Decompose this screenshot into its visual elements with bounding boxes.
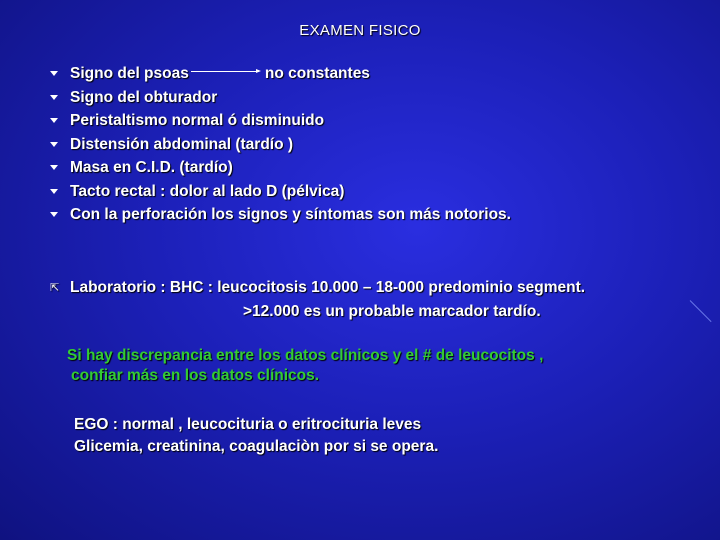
arrow-up-left-icon: ⇱ bbox=[50, 282, 60, 294]
triangle-down-icon bbox=[50, 212, 58, 217]
list-item-text: Signo del psoas bbox=[70, 65, 189, 82]
list-item bbox=[50, 86, 511, 110]
extra-tests bbox=[74, 414, 438, 458]
triangle-down-icon bbox=[50, 165, 58, 170]
list-item-text: Masa en C.I.D. (tardío) bbox=[70, 159, 233, 176]
list-item-text: Peristaltismo normal ó disminuido bbox=[70, 112, 325, 129]
list-item-text: Distensión abdominal (tardío ) bbox=[70, 135, 294, 153]
bullet-list bbox=[50, 62, 511, 227]
clinical-note-line-1: Si hay discrepancia entre los datos clínicos y el # de leucocitos , bbox=[67, 347, 544, 364]
extra-tests-line-2: Glicemia, creatinina, coagulaciòn por si se opera. bbox=[74, 438, 439, 455]
list-item-text: Con la perforación los signos y síntomas son más notorios. bbox=[70, 206, 511, 223]
list-item bbox=[50, 203, 511, 227]
triangle-down-icon bbox=[50, 118, 58, 123]
laboratory-line-1: Laboratorio : BHC : leucocitosis 10.000 – 18-000 predominio segment. bbox=[70, 279, 586, 296]
slide-title: EXAMEN FISICO bbox=[299, 22, 421, 39]
laboratory-line-2: >12.000 es un probable marcador tardío. bbox=[243, 303, 541, 320]
list-item bbox=[50, 109, 511, 133]
list-item-text: Tacto rectal : dolor al lado D (pélvica) bbox=[70, 182, 345, 200]
list-item-text: Signo del obturador bbox=[70, 88, 218, 106]
triangle-down-icon bbox=[50, 142, 58, 147]
list-item bbox=[50, 133, 511, 157]
list-item bbox=[50, 180, 511, 204]
clinical-note bbox=[67, 346, 543, 386]
extra-tests-line-1: EGO : normal , leucocituria o eritrocituria leves bbox=[74, 416, 422, 433]
clinical-note-line-2: confiar más en los datos clínicos. bbox=[71, 367, 320, 384]
arrow-right-icon bbox=[191, 71, 259, 72]
decorative-line bbox=[690, 300, 712, 322]
list-item bbox=[50, 62, 511, 86]
list-item-text: no constantes bbox=[264, 65, 370, 82]
triangle-down-icon bbox=[50, 95, 58, 100]
list-item bbox=[50, 156, 511, 180]
triangle-down-icon bbox=[50, 189, 58, 194]
triangle-down-icon bbox=[50, 71, 58, 76]
